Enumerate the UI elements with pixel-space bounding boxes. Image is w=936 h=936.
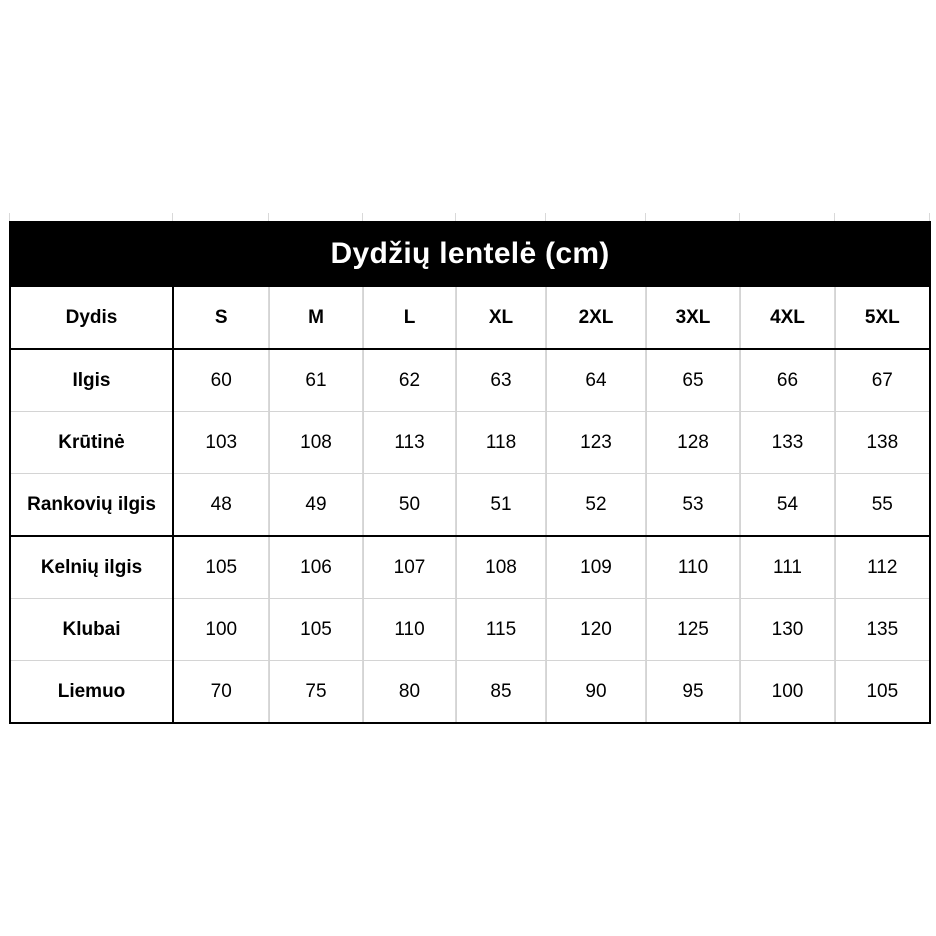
table-cell: 135 <box>835 599 930 661</box>
table-cell: 67 <box>835 349 930 412</box>
size-header: S <box>173 286 269 349</box>
size-header: XL <box>456 286 546 349</box>
row-label: Kelnių ilgis <box>10 536 173 599</box>
table-cell: 66 <box>740 349 835 412</box>
table-cell: 64 <box>546 349 646 412</box>
table-cell: 100 <box>173 599 269 661</box>
table-cell: 108 <box>456 536 546 599</box>
table-cell: 55 <box>835 474 930 537</box>
table-cell: 53 <box>646 474 740 537</box>
row-label: Klubai <box>10 599 173 661</box>
table-cell: 70 <box>173 661 269 724</box>
title-row <box>10 222 930 286</box>
table-cell: 51 <box>456 474 546 537</box>
table-cell: 105 <box>835 661 930 724</box>
table-cell: 118 <box>456 412 546 474</box>
size-header: 5XL <box>835 286 930 349</box>
table-cell: 125 <box>646 599 740 661</box>
table-cell: 110 <box>363 599 456 661</box>
table-cell: 61 <box>269 349 363 412</box>
table-cell: 123 <box>546 412 646 474</box>
table-cell: 85 <box>456 661 546 724</box>
table-cell: 106 <box>269 536 363 599</box>
size-chart-table <box>9 221 931 724</box>
size-header-row <box>10 286 930 349</box>
table-title: Dydžių lentelė (cm) <box>10 222 930 286</box>
row-label: Ilgis <box>10 349 173 412</box>
table-cell: 75 <box>269 661 363 724</box>
size-header: 3XL <box>646 286 740 349</box>
table-cell: 60 <box>173 349 269 412</box>
table-row <box>10 349 930 412</box>
table-cell: 111 <box>740 536 835 599</box>
corner-label: Dydis <box>10 286 173 349</box>
table-cell: 113 <box>363 412 456 474</box>
row-label: Krūtinė <box>10 412 173 474</box>
table-cell: 120 <box>546 599 646 661</box>
table-cell: 110 <box>646 536 740 599</box>
table-cell: 80 <box>363 661 456 724</box>
table-cell: 54 <box>740 474 835 537</box>
table-row <box>10 599 930 661</box>
table-cell: 103 <box>173 412 269 474</box>
table-row <box>10 661 930 724</box>
table-cell: 128 <box>646 412 740 474</box>
table-cell: 105 <box>269 599 363 661</box>
table-cell: 105 <box>173 536 269 599</box>
table-cell: 52 <box>546 474 646 537</box>
table-cell: 138 <box>835 412 930 474</box>
size-header: 2XL <box>546 286 646 349</box>
row-label: Rankovių ilgis <box>10 474 173 537</box>
table-cell: 65 <box>646 349 740 412</box>
table-cell: 90 <box>546 661 646 724</box>
table-cell: 100 <box>740 661 835 724</box>
table-cell: 49 <box>269 474 363 537</box>
table-row <box>10 474 930 537</box>
row-label: Liemuo <box>10 661 173 724</box>
table-cell: 48 <box>173 474 269 537</box>
table-row <box>10 536 930 599</box>
table-cell: 115 <box>456 599 546 661</box>
table-cell: 63 <box>456 349 546 412</box>
table-cell: 112 <box>835 536 930 599</box>
table-cell: 108 <box>269 412 363 474</box>
table-row <box>10 412 930 474</box>
table-cell: 133 <box>740 412 835 474</box>
table-cell: 107 <box>363 536 456 599</box>
table-cell: 50 <box>363 474 456 537</box>
table-cell: 130 <box>740 599 835 661</box>
size-header: M <box>269 286 363 349</box>
table-cell: 109 <box>546 536 646 599</box>
size-header: L <box>363 286 456 349</box>
table-cell: 95 <box>646 661 740 724</box>
table-cell: 62 <box>363 349 456 412</box>
size-header: 4XL <box>740 286 835 349</box>
